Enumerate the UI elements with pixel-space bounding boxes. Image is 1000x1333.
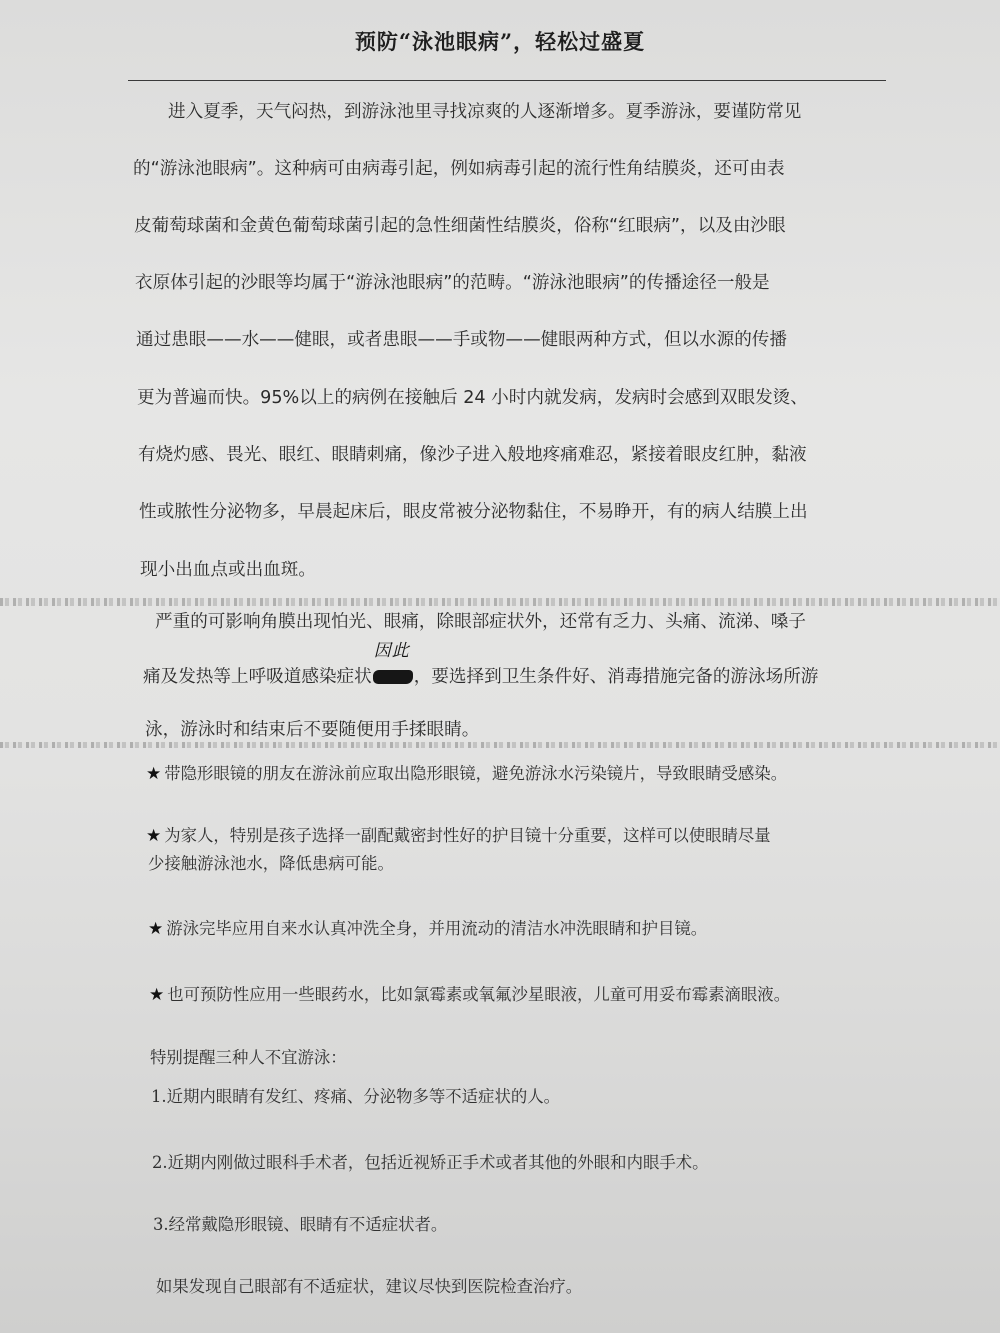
intro-line: 有烧灼感、畏光、眼红、眼睛刺痛，像沙子进入般地疼痛难忍，紧接着眼皮红肿，黏液 <box>138 445 807 465</box>
star-icon: ★ <box>146 764 162 784</box>
intro-line: 衣原体引起的沙眼等均属于“游泳池眼病”的范畴。“游泳池眼病”的传播途径一般是 <box>135 273 770 293</box>
title-divider <box>128 80 886 81</box>
intro-line: 性或脓性分泌物多，早晨起床后，眼皮常被分泌物黏住，不易睁开，有的病人结膜上出 <box>139 502 808 522</box>
tip-item <box>146 824 771 848</box>
star-icon: ★ <box>146 826 162 846</box>
scribble-mark <box>373 670 413 684</box>
intro-line: 更为普遍而快。95%以上的病例在接触后 24 小时内就发病，发病时会感到双眼发烫、 <box>137 388 808 408</box>
tip-item <box>149 983 790 1007</box>
tip-item <box>148 917 707 941</box>
star-icon: ★ <box>149 985 165 1005</box>
tip-text: 也可预防性应用一些眼药水，比如氯霉素或氧氟沙星眼液，儿童可用妥布霉素滴眼液。 <box>167 985 791 1004</box>
section-line: 严重的可影响角膜出现怕光、眼痛，除眼部症状外，还常有乏力、头痛、流涕、嗓子 <box>155 612 806 632</box>
tip-text-continued: 少接触游泳池水，降低患病可能。 <box>148 854 394 873</box>
intro-line: 的“游泳池眼病”。这种病可由病毒引起，例如病毒引起的流行性角结膜炎，还可由表 <box>133 159 785 179</box>
intro-line: 进入夏季，天气闷热，到游泳池里寻找凉爽的人逐渐增多。夏季游泳，要谨防常见 <box>168 102 802 122</box>
document-title: 预防“泳池眼病”，轻松过盛夏 <box>354 29 646 54</box>
star-icon: ★ <box>148 919 164 939</box>
reminder-item: 2.近期内刚做过眼科手术者，包括近视矫正手术或者其他的外眼和内眼手术。 <box>152 1153 709 1172</box>
tip-text: 带隐形眼镜的朋友在游泳前应取出隐形眼镜，避免游泳水污染镜片，导致眼睛受感染。 <box>164 764 788 783</box>
intro-line: 现小出血点或出血斑。 <box>140 560 316 580</box>
section-line-with-correction <box>143 641 819 689</box>
handwritten-correction <box>372 641 414 689</box>
intro-line: 皮葡萄球菌和金黄色葡萄球菌引起的急性细菌性结膜炎，俗称“红眼病”，以及由沙眼 <box>134 216 786 236</box>
tip-item <box>146 762 787 786</box>
page-fold-crease <box>0 598 1000 606</box>
reminder-heading: 特别提醒三种人不宜游泳： <box>150 1048 347 1067</box>
closing-note: 如果发现自己眼部有不适症状，建议尽快到医院检查治疗。 <box>156 1277 583 1296</box>
page-fold-crease <box>0 742 1000 748</box>
tip-text: 游泳完毕应用自来水认真冲洗全身，并用流动的清洁水冲洗眼睛和护目镜。 <box>166 919 708 938</box>
handwritten-note: 因此 <box>373 641 410 661</box>
section-line-text: 痛及发热等上呼吸道感染症状 <box>143 667 372 687</box>
reminder-item: 3.经常戴隐形眼镜、眼睛有不适症状者。 <box>153 1215 448 1234</box>
section-line-text: ，要选择到卫生条件好、消毒措施完备的游泳场所游 <box>413 667 819 687</box>
reminder-item: 1.近期内眼睛有发红、疼痛、分泌物多等不适症状的人。 <box>151 1087 561 1106</box>
tip-text: 为家人，特别是孩子选择一副配戴密封性好的护目镜十分重要，这样可以使眼睛尽量 <box>164 826 771 845</box>
intro-line: 通过患眼——水——健眼，或者患眼——手或物——健眼两种方式，但以水源的传播 <box>136 330 787 350</box>
section-line: 泳，游泳时和结束后不要随便用手揉眼睛。 <box>145 720 480 740</box>
